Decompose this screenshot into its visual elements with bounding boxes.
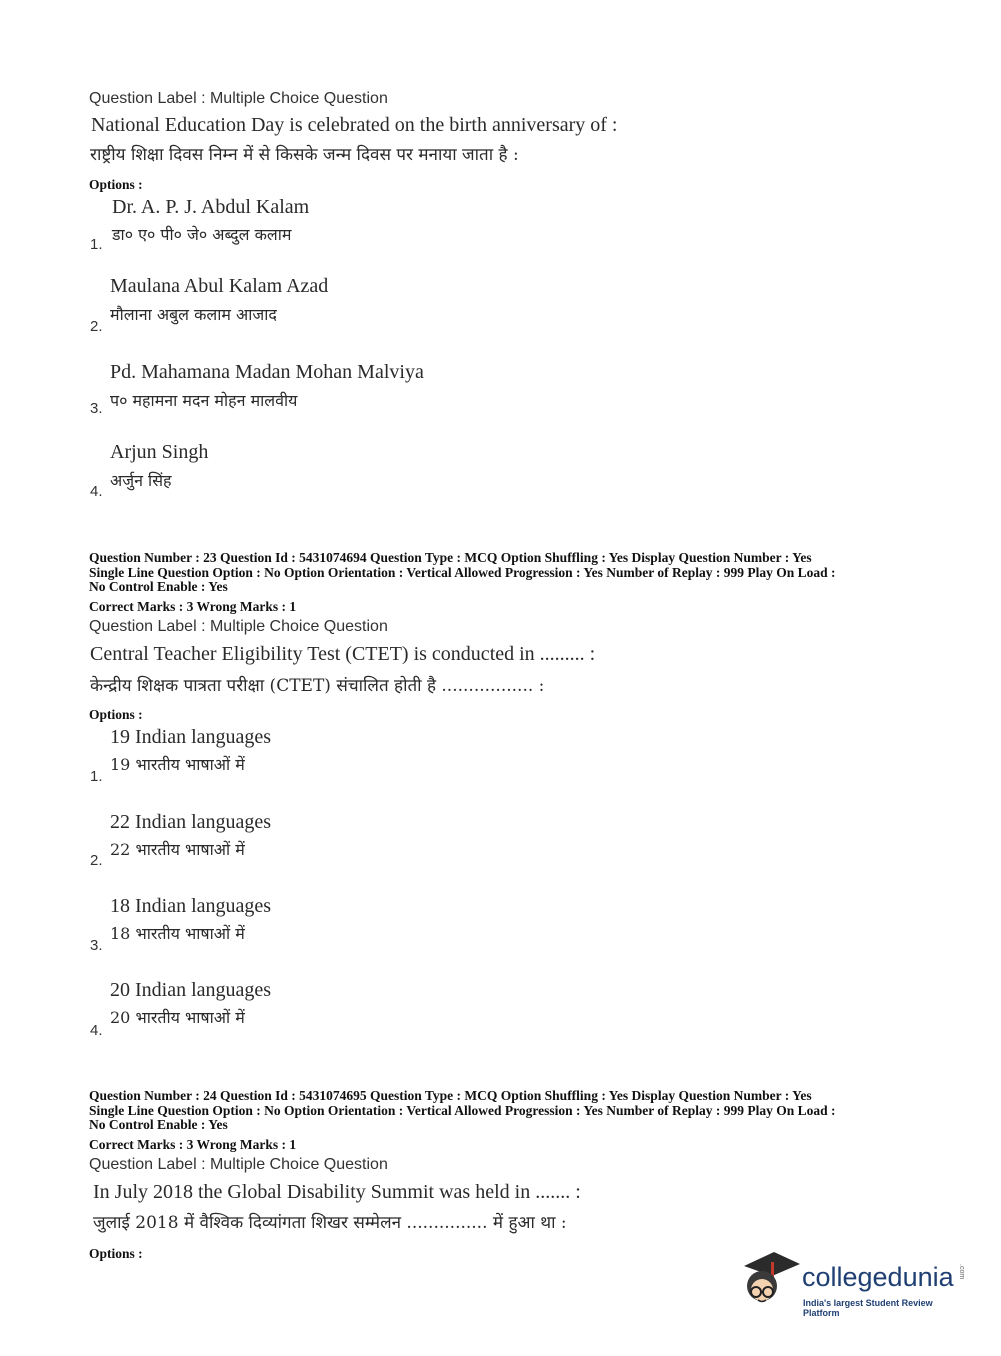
q23-option-1-en: 19 Indian languages <box>110 726 272 748</box>
q23-option-3-number: 3. <box>90 937 103 954</box>
q23-meta-line-3: No Control Enable : Yes <box>89 579 228 594</box>
mascot-graduate-icon <box>740 1248 802 1312</box>
q23-option-2-hi: 22 भारतीय भाषाओं में <box>110 840 245 859</box>
q22-option-2-en: Maulana Abul Kalam Azad <box>110 275 329 297</box>
q23-option-1-number: 1. <box>90 768 103 785</box>
q22-option-1-en: Dr. A. P. J. Abdul Kalam <box>112 196 310 218</box>
q22-option-2-number: 2. <box>90 318 103 335</box>
q23-question-label: Question Label : Multiple Choice Question <box>89 618 388 635</box>
q22-option-4-hi: अर्जुन सिंह <box>110 471 172 490</box>
q22-question-text-en: National Education Day is celebrated on the birth anniversary of : <box>91 114 618 136</box>
q22-option-1-hi: डा० ए० पी० जे० अब्दुल कलाम <box>112 225 292 244</box>
logo-domain-suffix: .com <box>958 1264 965 1280</box>
q23-options-label: Options : <box>89 707 143 722</box>
q23-option-4-number: 4. <box>90 1022 103 1039</box>
logo-wordmark: collegedunia <box>802 1262 954 1292</box>
q22-option-3-hi: प० महामना मदन मोहन मालवीय <box>110 391 298 410</box>
q22-option-2-hi: मौलाना अबुल कलाम आजाद <box>110 305 277 324</box>
q23-option-1-hi: 19 भारतीय भाषाओं में <box>110 755 245 774</box>
q23-option-3-hi: 18 भारतीय भाषाओं में <box>110 924 245 943</box>
q24-question-text-en: In July 2018 the Global Disability Summit was held in ....... : <box>93 1181 581 1203</box>
q23-option-4-hi: 20 भारतीय भाषाओं में <box>110 1008 245 1027</box>
q24-meta-line-3: No Control Enable : Yes <box>89 1117 228 1132</box>
q23-option-3-en: 18 Indian languages <box>110 895 272 917</box>
collegedunia-logo <box>740 1248 970 1318</box>
q23-question-text-en: Central Teacher Eligibility Test (CTET) is conducted in ......... : <box>90 643 596 665</box>
q22-option-3-number: 3. <box>90 400 103 417</box>
q24-options-label: Options : <box>89 1246 143 1261</box>
q22-option-4-number: 4. <box>90 483 103 500</box>
q22-options-label: Options : <box>89 177 143 192</box>
q22-question-text-hi: राष्ट्रीय शिक्षा दिवस निम्न में से किसके जन्म दिवस पर मनाया जाता है : <box>90 145 519 165</box>
q23-meta-line-1: Question Number : 23 Question Id : 5431074694 Question Type : MCQ Option Shuffling : Yes Display Question Number : Yes <box>89 550 812 565</box>
q24-meta-line-2: Single Line Question Option : No Option Orientation : Vertical Allowed Progression : Yes Number of Replay : 999 Play On Load : <box>89 1103 836 1118</box>
q23-question-text-hi: केन्द्रीय शिक्षक पात्रता परीक्षा (CTET) संचालित होती है ................. : <box>90 676 545 696</box>
q23-option-2-en: 22 Indian languages <box>110 811 272 833</box>
logo-tagline: India's largest Student Review Platform <box>803 1298 933 1318</box>
q22-option-3-en: Pd. Mahamana Madan Mohan Malviya <box>110 361 424 383</box>
q23-option-2-number: 2. <box>90 852 103 869</box>
q24-marks: Correct Marks : 3 Wrong Marks : 1 <box>89 1137 297 1152</box>
q24-question-text-hi: जुलाई 2018 में वैश्विक दिव्यांगता शिखर सम्मेलन ............... में हुआ था : <box>93 1213 567 1233</box>
q23-meta-line-2: Single Line Question Option : No Option Orientation : Vertical Allowed Progression : Yes Number of Replay : 999 Play On Load : <box>89 565 836 580</box>
q22-option-1-number: 1. <box>90 236 103 253</box>
q23-marks: Correct Marks : 3 Wrong Marks : 1 <box>89 599 297 614</box>
q23-option-4-en: 20 Indian languages <box>110 979 272 1001</box>
q22-question-label: Question Label : Multiple Choice Question <box>89 90 388 107</box>
q24-question-label: Question Label : Multiple Choice Question <box>89 1156 388 1173</box>
q24-meta-line-1: Question Number : 24 Question Id : 5431074695 Question Type : MCQ Option Shuffling : Yes Display Question Number : Yes <box>89 1088 812 1103</box>
q22-option-4-en: Arjun Singh <box>110 441 209 463</box>
